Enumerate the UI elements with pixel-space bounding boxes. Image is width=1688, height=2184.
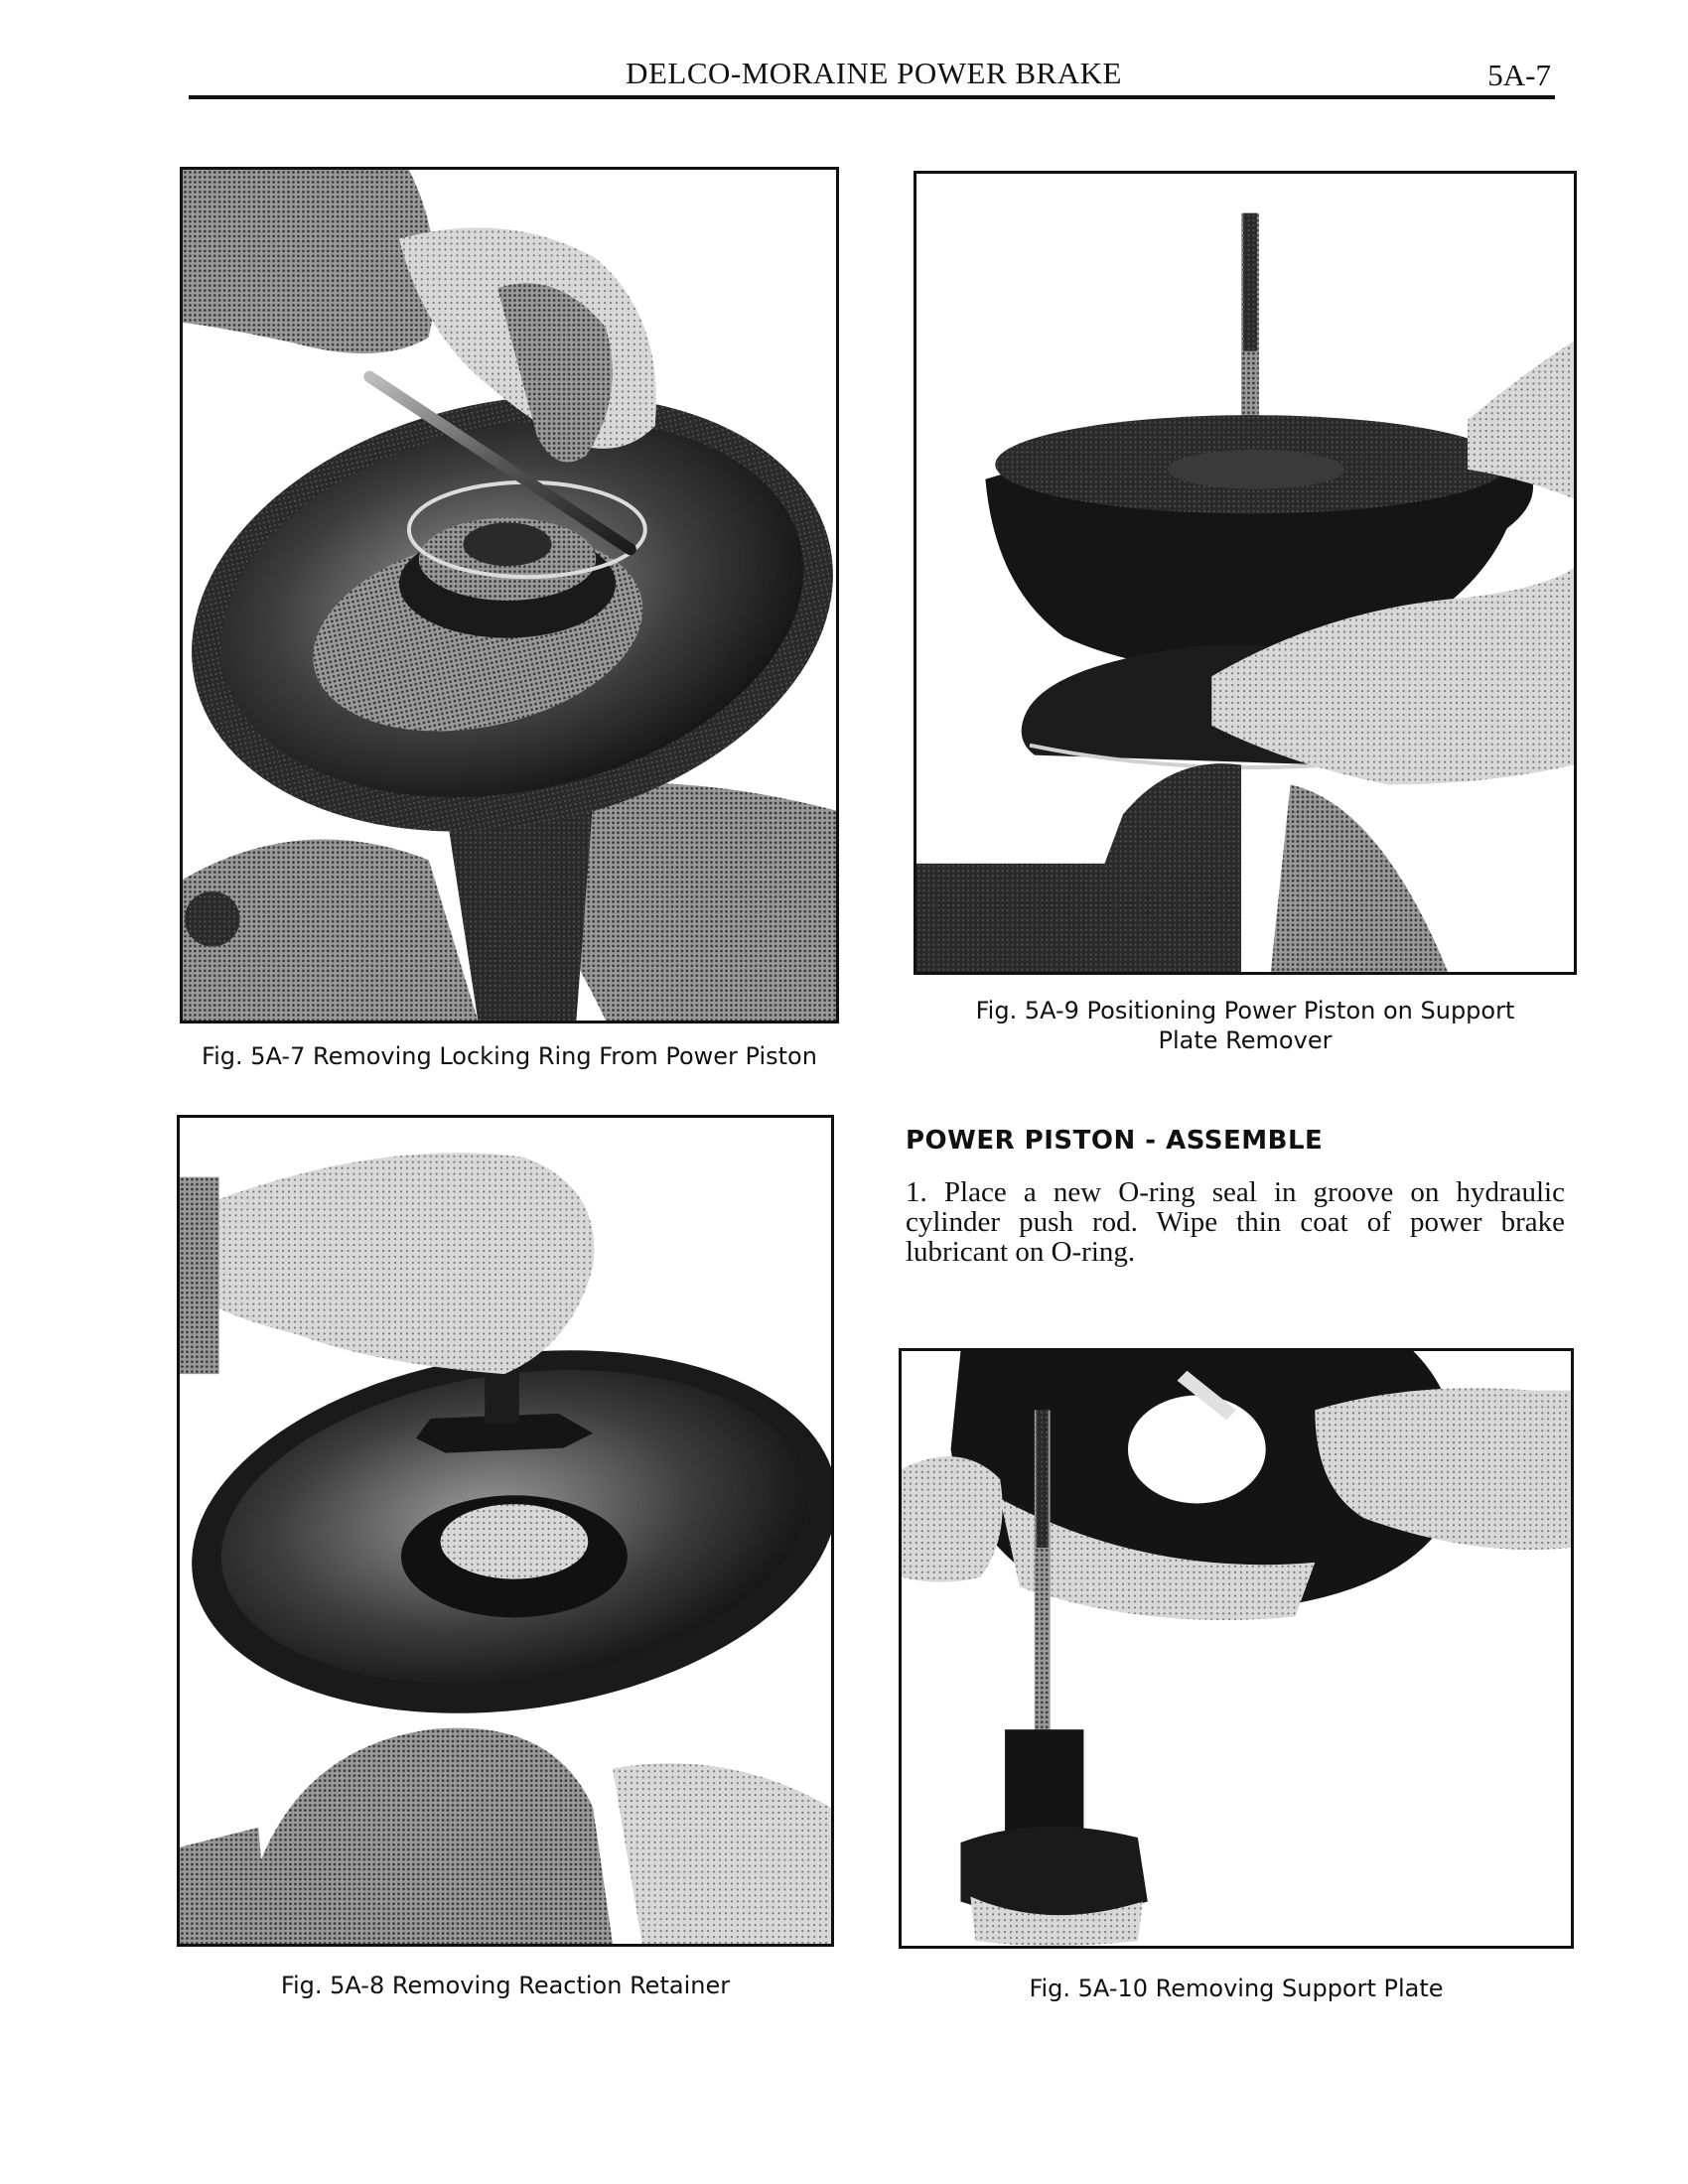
figure-5a-10-photo	[899, 1348, 1574, 1949]
figure-5a-9-caption-line-2: Plate Remover	[1158, 1026, 1333, 1054]
header-rule	[189, 95, 1555, 99]
assembly-step-1: 1. Place a new O-ring seal in groove on hydraulic cylinder push rod. Wipe thin coat of power brake lubricant on O-ring.	[906, 1176, 1565, 1268]
figure-5a-7-caption: Fig. 5A-7 Removing Locking Ring From Power Piston	[202, 1042, 817, 1070]
figure-5a-10-caption: Fig. 5A-10 Removing Support Plate	[1029, 1975, 1444, 2002]
figure-5a-9-photo	[914, 171, 1577, 975]
figure-5a-8-caption: Fig. 5A-8 Removing Reaction Retainer	[280, 1972, 731, 1999]
page-number: 5A-7	[1487, 58, 1551, 92]
section-heading-power-piston-assemble: POWER PISTON - ASSEMBLE	[906, 1126, 1324, 1156]
photo-locking-ring-removal-image	[183, 170, 836, 1021]
photo-reaction-retainer-removal-image	[180, 1118, 831, 1944]
figure-5a-8-photo	[177, 1115, 834, 1947]
figure-5a-9-caption-line-1: Fig. 5A-9 Positioning Power Piston on Support	[975, 997, 1515, 1024]
photo-power-piston-positioning-image	[916, 174, 1574, 972]
photo-support-plate-removal-image	[902, 1351, 1571, 1946]
page-header-title: DELCO-MORAINE POWER BRAKE	[626, 56, 1122, 90]
figure-5a-7-photo	[180, 167, 839, 1024]
